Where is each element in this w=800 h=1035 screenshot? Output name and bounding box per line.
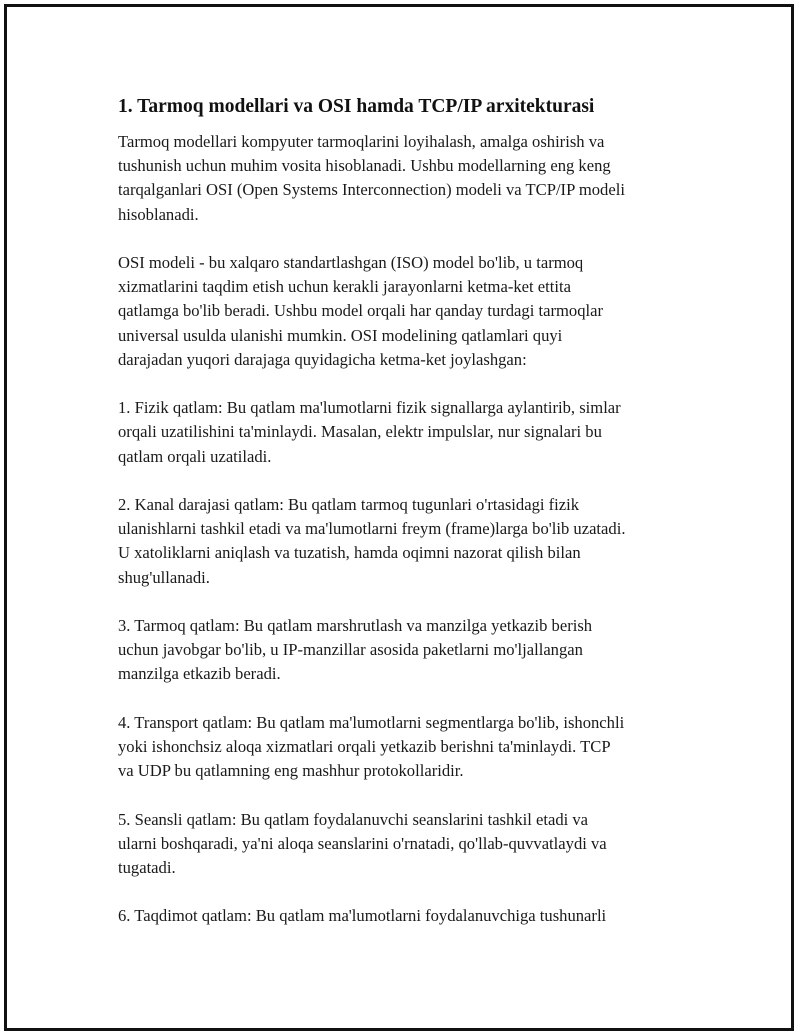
text-line: 3. Tarmoq qatlam: Bu qatlam marshrutlash va manzilga yetkazib berish <box>118 616 593 635</box>
text-line: orqali uzatilishini ta'minlaydi. Masalan, elektr impulslar, nur signalari bu <box>118 422 602 442</box>
text-line: OSI modeli - bu xalqaro standartlashgan (ISO) model bo'lib, u tarmoq <box>118 253 584 272</box>
text-line: 2. Kanal darajasi qatlam: Bu qatlam tarmoq tugunlari o'rtasidagi fizik <box>118 495 580 514</box>
text-line: yoki ishonchsiz aloqa xizmatlari orqali yetkazib berishni ta'minlaydi. TCP <box>118 737 611 756</box>
text-line: universal usulda ulanishi mumkin. OSI modelining qatlamlari quyi <box>118 325 563 345</box>
document-body <box>118 94 698 953</box>
text-line: tushunish uchun muhim vosita hisoblanadi. Ushbu modellarning eng keng <box>118 156 611 176</box>
text-line: uchun javobgar bo'lib, u IP-manzillar asosida paketlarni mo'ljallangan <box>118 640 583 660</box>
paragraph-transport-layer <box>118 711 698 784</box>
paragraph-physical-layer <box>118 396 698 469</box>
paragraph-intro <box>118 130 698 227</box>
text-line: 1. Fizik qatlam: Bu qatlam ma'lumotlarni fizik signallarga aylantirib, simlar <box>118 398 621 418</box>
text-line: xizmatlarini taqdim etish uchun kerakli jarayonlarni ketma-ket ettita <box>118 277 571 297</box>
text-line: shug'ullanadi. <box>118 567 210 587</box>
text-line: tarqalganlari OSI (Open Systems Interconnection) modeli va TCP/IP modeli <box>118 180 625 200</box>
text-line: 4. Transport qatlam: Bu qatlam ma'lumotlarni segmentlarga bo'lib, ishonchli <box>118 712 625 732</box>
paragraph-osi-model <box>118 251 698 372</box>
text-line: ulanishlarni tashkil etadi va ma'lumotlarni freym (frame)larga bo'lib uzatadi. <box>118 519 626 539</box>
paragraph-session-layer <box>118 808 698 881</box>
document-title: 1. Tarmoq modellari va OSI hamda TCP/IP arxitekturasi <box>118 96 595 117</box>
paragraph-network-layer <box>118 614 698 687</box>
text-line: U xatoliklarni aniqlash va tuzatish, hamda oqimni nazorat qilish bilan <box>118 543 581 563</box>
text-line: va UDP bu qatlamning eng mashhur protokollaridir. <box>118 761 464 781</box>
text-line: manzilga etkazib beradi. <box>118 664 281 684</box>
text-line: 6. Taqdimot qatlam: Bu qatlam ma'lumotlarni foydalanuvchiga tushunarli <box>118 906 607 926</box>
text-line: hisoblanadi. <box>118 204 199 224</box>
text-line: 5. Seansli qatlam: Bu qatlam foydalanuvchi seanslarini tashkil etadi va <box>118 809 589 829</box>
paragraph-data-link-layer <box>118 493 698 590</box>
text-line: ularni boshqaradi, ya'ni aloqa seanslarini o'rnatadi, qo'llab-quvvatlaydi va <box>118 833 607 853</box>
text-line: qatlam orqali uzatiladi. <box>118 446 272 466</box>
paragraph-presentation-layer <box>118 904 698 928</box>
text-line: darajadan yuqori darajaga quyidagicha ketma-ket joylashgan: <box>118 349 527 369</box>
text-line: tugatadi. <box>118 858 176 877</box>
text-line: qatlamga bo'lib beradi. Ushbu model orqali har qanday turdagi tarmoqlar <box>118 301 603 321</box>
text-line: Tarmoq modellari kompyuter tarmoqlarini loyihalash, amalga oshirish va <box>118 132 605 151</box>
